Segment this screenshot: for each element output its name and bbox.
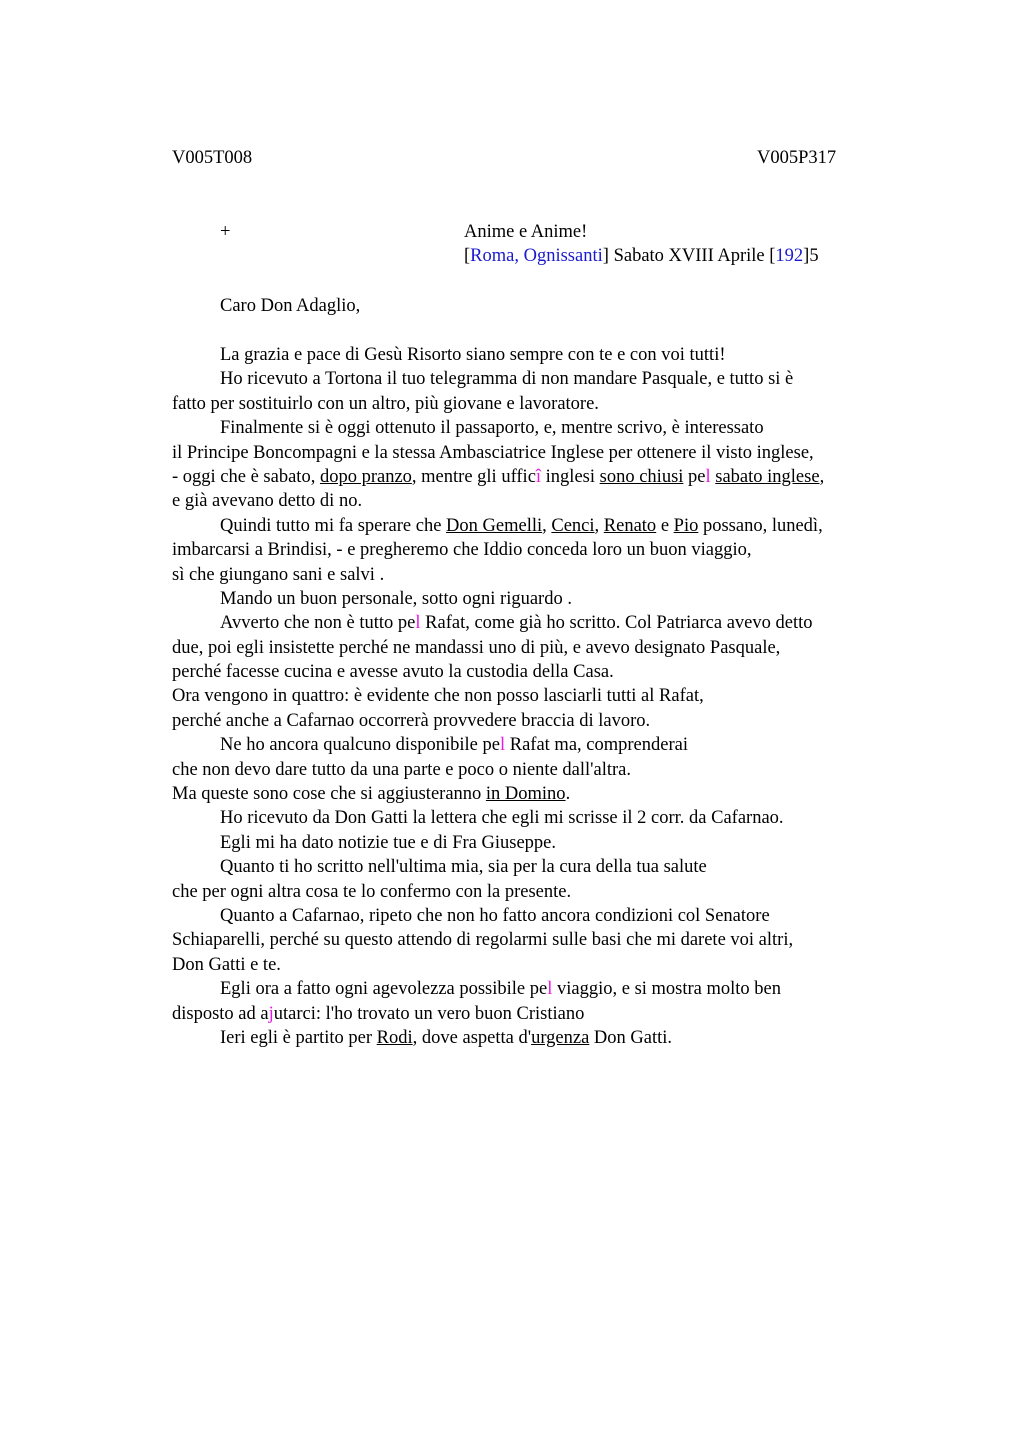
underlined-text: dopo pranzo <box>319 466 412 487</box>
correction-mark: l <box>415 613 421 634</box>
dateline <box>464 244 819 268</box>
letter-line <box>172 1026 932 1050</box>
text-segment: Mando un buon personale, sotto ogni riguardo . <box>220 588 572 609</box>
letter-line <box>172 733 932 757</box>
letter-line <box>172 343 932 367</box>
text-segment: perché anche a Cafarnao occorrerà provvedere braccia di lavoro. <box>172 710 651 731</box>
letter-body <box>172 343 932 1050</box>
text-segment: utarci: l'ho trovato un vero buon Cristiano <box>273 1003 585 1024</box>
text-segment: , dove aspetta d' <box>412 1027 532 1048</box>
correction-mark: l <box>499 735 506 756</box>
letter-line <box>172 514 932 538</box>
letter-line <box>172 928 932 952</box>
text-segment: imbarcarsi a Brindisi, - e pregheremo che Iddio conceda loro un buon viaggio, <box>172 540 752 561</box>
letter-line <box>172 441 932 465</box>
underlined-text: sono chiusi <box>599 466 684 487</box>
text-segment: Rafat ma, comprenderai <box>505 735 688 756</box>
document-code-left: V005T008 <box>172 148 253 168</box>
text-segment: Quanto ti ho scritto nell'ultima mia, sia per la cura della tua salute <box>220 857 707 878</box>
text-segment: Egli ora a fatto ogni agevolezza possibile pe <box>220 979 548 1000</box>
correction-mark: j <box>268 1003 274 1024</box>
text-segment: viaggio, e si mostra molto ben <box>552 979 782 1000</box>
letter-line <box>172 392 932 416</box>
letter-title: Anime e Anime! <box>464 222 588 242</box>
text-segment: Ieri egli è partito per <box>220 1027 377 1048</box>
text-segment: - oggi che è sabato, <box>172 466 320 487</box>
letter-line <box>172 367 932 391</box>
letter-line <box>172 489 932 513</box>
letter-line <box>172 880 932 904</box>
text-segment: , mentre gli uffic <box>411 466 536 487</box>
text-segment: Ne ho ancora qualcuno disponibile pe <box>220 735 500 756</box>
letter-line <box>172 465 932 489</box>
letter-line <box>172 416 932 440</box>
bracket: [ <box>769 246 776 266</box>
letter-line <box>172 782 932 806</box>
text-segment: Ma queste sono cose che si aggiusteranno <box>172 784 486 805</box>
text-segment: e già avevano detto di no. <box>172 491 363 512</box>
text-segment: Ora vengono in quattro: è evidente che non posso lasciarli tutti al Rafat, <box>172 686 704 707</box>
text-segment: Egli mi ha dato notizie tue e di Fra Giuseppe. <box>220 832 556 853</box>
editorial-place: Roma, Ognissanti <box>470 246 603 266</box>
text-segment: sì che giungano sani e salvi . <box>172 564 385 585</box>
letter-line <box>172 806 932 830</box>
text-segment: Finalmente si è oggi ottenuto il passaporto, e, mentre scrivo, è interessato <box>220 418 764 439</box>
letter-line <box>172 611 932 635</box>
text-segment: Schiaparelli, perché su questo attendo di regolarmi sulle basi che mi darete voi altri, <box>172 930 794 951</box>
text-segment: che per ogni altra cosa te lo confermo con la presente. <box>172 881 572 902</box>
salutation: Caro Don Adaglio, <box>220 296 361 316</box>
text-segment: Don Gatti e te. <box>172 954 281 975</box>
letter-line <box>172 636 932 660</box>
text-segment: perché facesse cucina e avesse avuto la custodia della Casa. <box>172 662 614 683</box>
bracket: [ <box>464 246 471 266</box>
text-segment: il Principe Boncompagni e la stessa Ambasciatrice Inglese per ottenere il visto inglese, <box>172 442 814 463</box>
letter-line <box>172 587 932 611</box>
letter-line <box>172 1002 932 1026</box>
text-segment: disposto ad a <box>172 1003 269 1024</box>
correction-mark: l <box>547 979 553 1000</box>
date-text: Sabato XVIII Aprile <box>613 246 770 266</box>
letter-line <box>172 977 932 1001</box>
bracket: ] <box>803 246 810 266</box>
letter-line <box>172 563 932 587</box>
text-segment: Don Gatti. <box>589 1027 673 1048</box>
letter-line <box>172 538 932 562</box>
correction-mark: l <box>705 466 711 487</box>
correction-mark: î <box>535 466 542 487</box>
letter-line <box>172 855 932 879</box>
text-segment: Avverto che non è tutto pe <box>220 613 416 634</box>
letter-line <box>172 758 932 782</box>
text-segment: possano, lunedì, <box>698 515 823 536</box>
page-code-right: V005P317 <box>757 148 837 168</box>
underlined-text: in Domino <box>485 784 566 805</box>
cross-symbol: + <box>220 222 231 242</box>
text-segment: che non devo dare tutto da una parte e poco o niente dall'altra. <box>172 759 631 780</box>
year-digit: 5 <box>809 246 819 266</box>
text-segment: due, poi egli insistette perché ne mandassi uno di più, e avevo designato Pasquale, <box>172 637 781 658</box>
text-segment: e <box>656 515 674 536</box>
text-segment: fatto per sostituirlo con un altro, più giovane e lavoratore. <box>172 393 599 414</box>
underlined-text: Rodi <box>376 1027 413 1048</box>
text-segment: Ho ricevuto a Tortona il tuo telegramma di non mandare Pasquale, e tutto si è <box>220 369 794 390</box>
letter-line <box>172 709 932 733</box>
underlined-text: Cenci <box>551 515 595 536</box>
letter-line <box>172 831 932 855</box>
letter-line <box>172 953 932 977</box>
text-segment: La grazia e pace di Gesù Risorto siano sempre con te e con voi tutti! <box>220 345 726 365</box>
bracket: ] <box>602 246 614 266</box>
underlined-text: sabato inglese <box>715 466 820 487</box>
underlined-text: Pio <box>673 515 699 536</box>
text-segment: Quindi tutto mi fa sperare che <box>220 515 447 536</box>
text-segment: , <box>542 515 552 536</box>
text-segment: . <box>565 784 571 805</box>
text-segment: pe <box>683 466 706 487</box>
text-segment: inglesi <box>541 466 600 487</box>
underlined-text: Don Gemelli <box>446 515 543 536</box>
letter-line <box>172 684 932 708</box>
text-segment: Rafat, come già ho scritto. Col Patriarca avevo detto <box>420 613 813 634</box>
text-segment: , <box>819 466 825 487</box>
underlined-text: Renato <box>603 515 657 536</box>
letter-line <box>172 904 932 928</box>
text-segment: , <box>594 515 604 536</box>
text-segment: Quanto a Cafarnao, ripeto che non ho fatto ancora condizioni col Senatore <box>220 905 770 926</box>
editorial-year: 192 <box>775 246 804 266</box>
underlined-text: urgenza <box>531 1027 590 1048</box>
text-segment: Ho ricevuto da Don Gatti la lettera che egli mi scrisse il 2 corr. da Cafarnao. <box>220 808 784 829</box>
letter-line <box>172 660 932 684</box>
